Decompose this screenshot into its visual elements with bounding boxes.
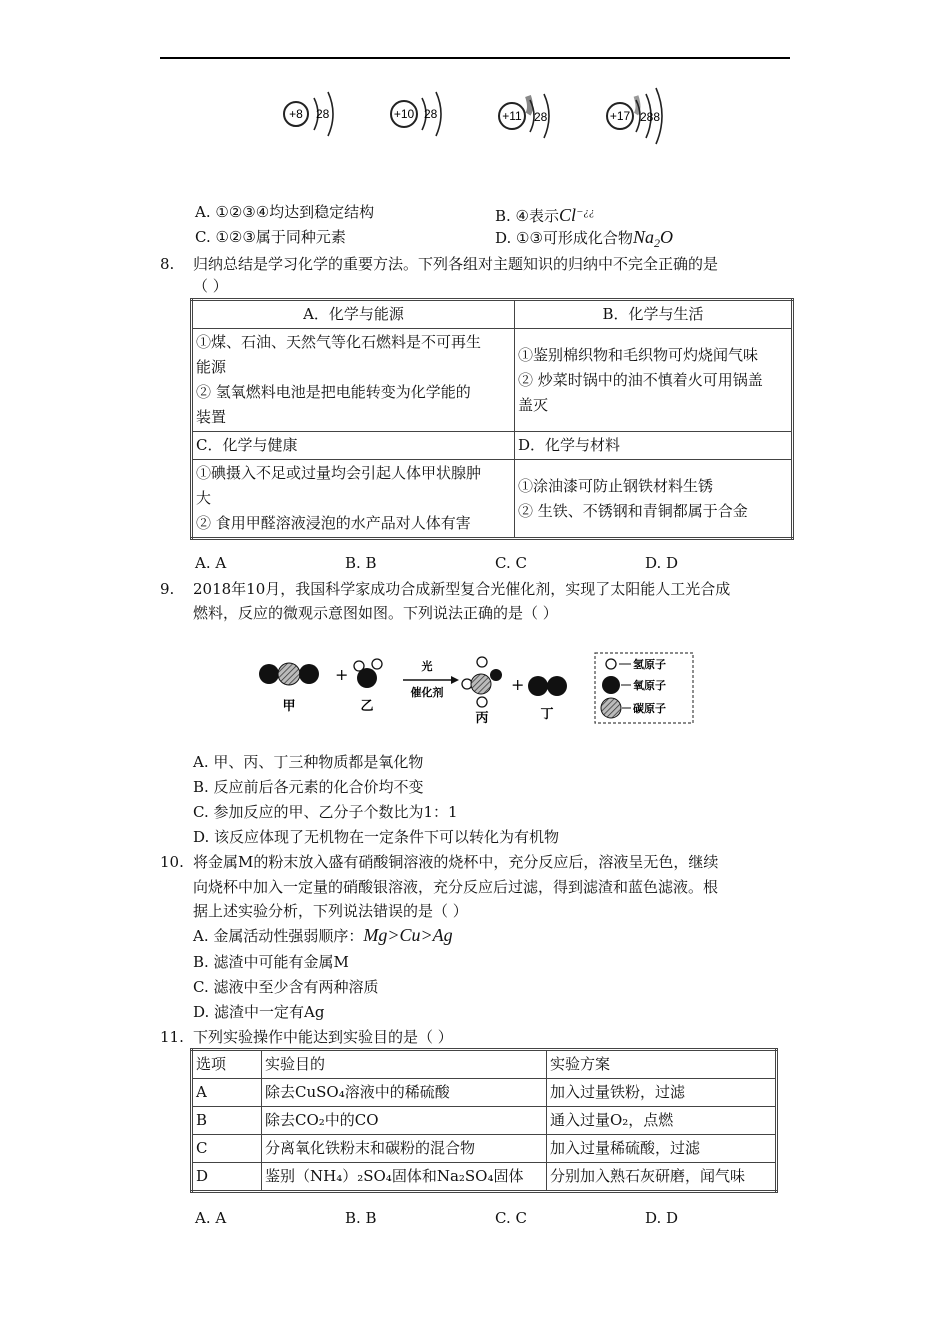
arrow-condition-bottom: 催化剂 (410, 686, 444, 699)
q8-cell-d-head: D．化学与材料 (515, 432, 793, 460)
q11-cell: B (192, 1107, 262, 1135)
q11-header-option: 选项 (192, 1050, 262, 1079)
oxygen-atom (299, 664, 319, 684)
q7-option-b-label: B. ④表示 (495, 207, 560, 225)
table-row (192, 1107, 777, 1135)
q11-cell: 通入过量O₂，点燃 (547, 1107, 777, 1135)
label-jia: 甲 (282, 699, 296, 714)
legend-hydrogen-icon (606, 659, 616, 669)
q11-header-purpose: 实验目的 (262, 1050, 547, 1079)
q10-number: 10. (160, 853, 184, 871)
q11-header-method: 实验方案 (547, 1050, 777, 1079)
q8-c-line: ①碘摄入不足或过量均会引起人体甲状腺肿 (196, 464, 482, 482)
q8-d-line: ①涂油漆可防止钢铁材料生锈 (518, 476, 714, 495)
legend-oxygen-label: 氧原子 (633, 680, 666, 692)
hydrogen-atom (477, 657, 487, 667)
molecule-yi (354, 659, 382, 714)
q8-cell-b-body (515, 329, 793, 432)
q11-cell: 分离氧化铁粉末和碳粉的混合物 (262, 1135, 547, 1163)
q8-b-line: ①鉴别棉织物和毛织物可灼烧闻气味 (518, 345, 759, 364)
q11-cell: 除去CuSO₄溶液中的稀硫酸 (262, 1079, 547, 1107)
molecule-jia (259, 663, 319, 714)
q7-option-c: C. ①②③属于同种元素 (195, 228, 346, 246)
diagram-legend (595, 653, 693, 723)
q8-b-line: ② 炒菜时锅中的油不慎着火可用锅盖 (518, 370, 763, 389)
q11-cell: 加入过量稀硫酸，过滤 (547, 1135, 777, 1163)
q7-option-b-sup: −¿¿ (576, 206, 595, 218)
q11-cell: C (192, 1135, 262, 1163)
q7-option-d-formula-sub: 2 (653, 236, 660, 250)
q11-option-c: C. C (495, 1209, 527, 1227)
atom-4-shells: 288 (640, 110, 661, 124)
q7-option-d-label: D. ①③可形成化合物 (495, 229, 633, 247)
q8-option-d: D. D (645, 554, 679, 572)
q11-cell: A (192, 1079, 262, 1107)
q8-c-line: 大 (196, 489, 212, 507)
q8-a-line: 能源 (196, 358, 227, 376)
q11-number: 11. (160, 1028, 184, 1046)
atom-2-shells: 28 (424, 107, 438, 121)
q8-stem-line2: （ ） (193, 277, 228, 295)
q11-cell: 除去CO₂中的CO (262, 1107, 547, 1135)
q9-option-a: A. 甲、丙、丁三种物质都是氧化物 (193, 753, 424, 771)
q7-option-b-formula: Cl (559, 205, 577, 225)
q11-stem-line1: 下列实验操作中能达到实验目的是（ ） (193, 1028, 453, 1046)
reaction-arrow (403, 659, 459, 699)
q11-cell: 鉴别（NH₄）₂SO₄固体和Na₂SO₄固体 (262, 1163, 547, 1192)
q8-number: 8. (160, 255, 175, 273)
legend-carbon-label: 碳原子 (633, 703, 666, 715)
atom-3-shells: 28 (534, 110, 548, 124)
q9-option-c: C. 参加反应的甲、乙分子个数比为1：1 (193, 803, 458, 821)
atom-2 (391, 92, 441, 182)
q7-option-d-formula-1: Na (632, 227, 654, 247)
q8-cell-d-body (515, 460, 793, 539)
atom-1-nucleus: +8 (289, 107, 303, 121)
q8-a-line: 装置 (196, 408, 227, 426)
arrow-condition-top: 光 (421, 660, 433, 673)
atom-3-nucleus: +11 (502, 109, 522, 123)
q11-option-d: D. D (645, 1209, 679, 1227)
q10-stem-line2: 向烧杯中加入一定量的硝酸银溶液，充分反应后过滤，得到滤渣和蓝色滤液。根 (193, 878, 719, 896)
q11-option-a: A. A (195, 1209, 227, 1227)
oxygen-atom (528, 676, 548, 696)
legend-hydrogen-label: 氢原子 (633, 659, 666, 671)
atom-4-nucleus: +17 (609, 109, 631, 123)
table-row (192, 1079, 777, 1107)
q8-option-a: A. A (195, 554, 227, 572)
q8-cell-a-body (192, 329, 515, 432)
q8-b-line: 盖灭 (518, 395, 549, 414)
q7-option-d (495, 227, 673, 253)
q9-option-d: D. 该反应体现了无机物在一定条件下可以转化为有机物 (193, 828, 560, 846)
q8-table (190, 298, 794, 540)
q8-option-c: C. C (495, 554, 527, 572)
hydrogen-atom (477, 697, 487, 707)
label-ding: 丁 (540, 707, 554, 722)
atom-4 (607, 88, 662, 182)
q8-cell-c-body (192, 460, 515, 539)
header-rule (160, 57, 790, 59)
q10-option-a (193, 925, 453, 946)
hydrogen-atom (372, 659, 382, 669)
oxygen-atom (357, 668, 377, 688)
q10-option-a-formula: Mg>Cu>Ag (363, 925, 453, 945)
carbon-atom (471, 674, 491, 694)
q10-stem-line1: 将金属M的粉末放入盛有硝酸铜溶液的烧杯中，充分反应后，溶液呈无色，继续 (193, 853, 719, 871)
q8-a-line: ①煤、石油、天然气等化石燃料是不可再生 (196, 333, 482, 351)
oxygen-atom (259, 664, 279, 684)
molecule-bing (462, 657, 502, 726)
q10-option-a-label: A. 金属活动性强弱顺序： (193, 927, 364, 945)
oxygen-atom (547, 676, 567, 696)
table-header-row (192, 1050, 777, 1079)
q8-cell-b-head: B．化学与生活 (515, 300, 793, 329)
plus-sign: + (335, 665, 349, 684)
q9-number: 9. (160, 580, 175, 598)
q8-c-line: ② 食用甲醛溶液浸泡的水产品对人体有害 (196, 514, 471, 532)
molecule-ding (528, 676, 567, 722)
oxygen-atom (490, 669, 502, 681)
q11-cell: 分别加入熟石灰研磨，闻气味 (547, 1163, 777, 1192)
q11-option-b: B. B (345, 1209, 377, 1227)
legend-oxygen-icon (602, 676, 620, 694)
legend-carbon-icon (601, 698, 621, 718)
atom-structure-diagram (270, 72, 690, 182)
q10-option-d: D. 滤渣中一定有Ag (193, 1003, 325, 1021)
label-yi: 乙 (360, 699, 374, 714)
atom-3 (499, 94, 549, 182)
q8-cell-a-head: A．化学与能源 (192, 300, 515, 329)
q9-option-b: B. 反应前后各元素的化合价均不变 (193, 778, 424, 796)
q7-option-d-formula-2: O (659, 227, 673, 247)
carbon-atom (278, 663, 300, 685)
label-bing: 丙 (475, 711, 489, 726)
q8-stem-line1: 归纳总结是学习化学的重要方法。下列各组对主题知识的归纳中不完全正确的是 (193, 255, 719, 273)
q7-option-a: A. ①②③④均达到稳定结构 (195, 203, 375, 221)
q8-a-line: ② 氢氧燃料电池是把电能转变为化学能的 (196, 383, 471, 401)
atom-1-shells: 28 (316, 107, 330, 121)
q9-stem-line2: 燃料，反应的微观示意图如图。下列说法正确的是（ ） (193, 604, 558, 622)
q11-cell: D (192, 1163, 262, 1192)
table-row (192, 1135, 777, 1163)
table-row (192, 1163, 777, 1192)
q10-option-c: C. 滤液中至少含有两种溶质 (193, 978, 379, 996)
q10-stem-line3: 据上述实验分析，下列说法错误的是（ ） (193, 902, 468, 920)
plus-sign: + (511, 675, 525, 694)
q7-option-b (495, 202, 594, 226)
q11-cell: 加入过量铁粉，过滤 (547, 1079, 777, 1107)
q8-cell-c-head: C．化学与健康 (192, 432, 515, 460)
reaction-diagram (255, 650, 700, 730)
atom-2-nucleus: +10 (393, 107, 415, 121)
q10-option-b: B. 滤渣中可能有金属M (193, 953, 349, 971)
atom-1 (284, 92, 333, 182)
q11-table (190, 1048, 778, 1193)
q8-option-b: B. B (345, 554, 377, 572)
q9-stem-line1: 2018年10月，我国科学家成功合成新型复合光催化剂，实现了太阳能人工光合成 (193, 580, 731, 598)
q8-d-line: ② 生铁、不锈钢和青铜都属于合金 (518, 501, 748, 520)
